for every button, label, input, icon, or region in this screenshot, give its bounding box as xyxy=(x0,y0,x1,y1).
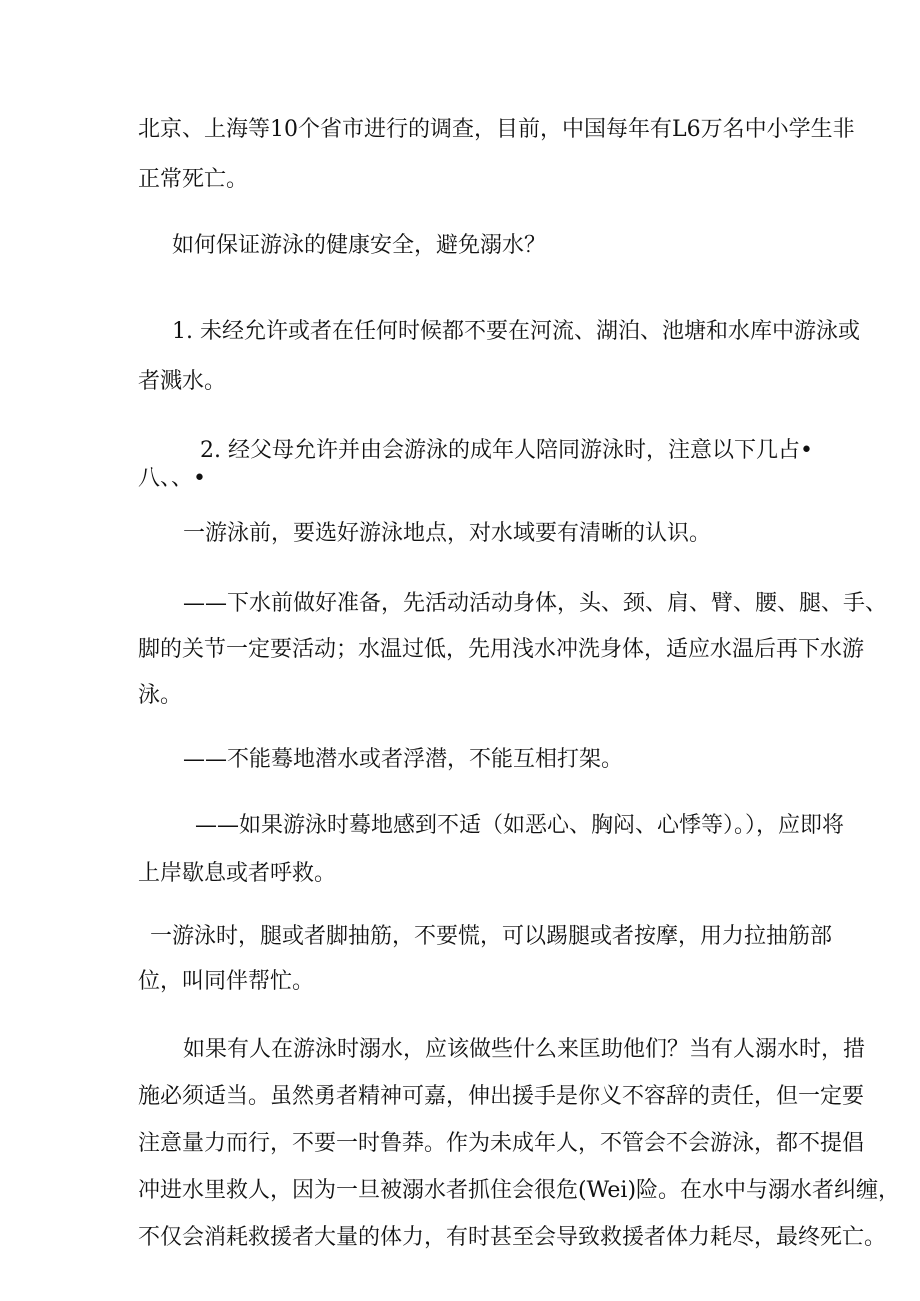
text-line: 位，叫同伴帮忙。 xyxy=(138,969,315,994)
text-line: 如果有人在游泳时溺水，应该做些什么来匡助他们？当有人溺水时，措 xyxy=(183,1037,866,1062)
text-line: ——不能蓦地潜水或者浮潜，不能互相打架。 xyxy=(183,747,624,772)
text-line: ——下水前做好准备，先活动活动身体，头、颈、肩、臂、腰、腿、手、 xyxy=(183,591,888,616)
text-line: 不仅会消耗救援者大量的体力，有时甚至会导致救援者体力耗尽，最终死亡。 xyxy=(138,1225,887,1250)
text-line: 上岸歇息或者呼救。 xyxy=(138,861,337,886)
text-line: 一游泳前，要选好游泳地点，对水域要有清晰的认识。 xyxy=(183,521,712,546)
text-line: 施必须适当。虽然勇者精神可嘉，伸出援手是你义不容辞的责任，但一定要 xyxy=(138,1084,865,1109)
text-line: 1. 未经允许或者在任何时候都不要在河流、湖泊、池塘和水库中游泳或 xyxy=(172,319,860,344)
text-line: 脚的关节一定要活动；水温过低，先用浅水冲洗身体，适应水温后再下水游 xyxy=(138,637,865,662)
text-line: 一游泳时，腿或者脚抽筋，不要慌，可以踢腿或者按摩，用力拉抽筋部 xyxy=(150,924,833,949)
text-line: 冲进水里救人，因为一旦被溺水者抓住会很危(Wei)险。在水中与溺水者纠缠， xyxy=(138,1178,901,1203)
text-line: 注意量力而行，不要一时鲁莽。作为未成年人，不管会不会游泳，都不提倡 xyxy=(138,1131,865,1156)
text-line: 泳。 xyxy=(138,683,183,708)
text-line: 者溅水。 xyxy=(138,369,227,394)
text-line: 北京、上海等10个省市进行的调查，目前，中国每年有L6万名中小学生非 xyxy=(138,117,855,142)
text-line: 如何保证游泳的健康安全，避免溺水？ xyxy=(172,233,547,258)
text-line: ——如果游泳时蓦地感到不适（如恶心、胸闷、心悸等）。），应即将 xyxy=(195,813,845,838)
text-line: 八、、• xyxy=(138,466,206,491)
text-line: 2. 经父母允许并由会游泳的成年人陪同游泳时，注意以下几占• xyxy=(200,438,813,463)
text-line: 正常死亡。 xyxy=(138,167,249,192)
